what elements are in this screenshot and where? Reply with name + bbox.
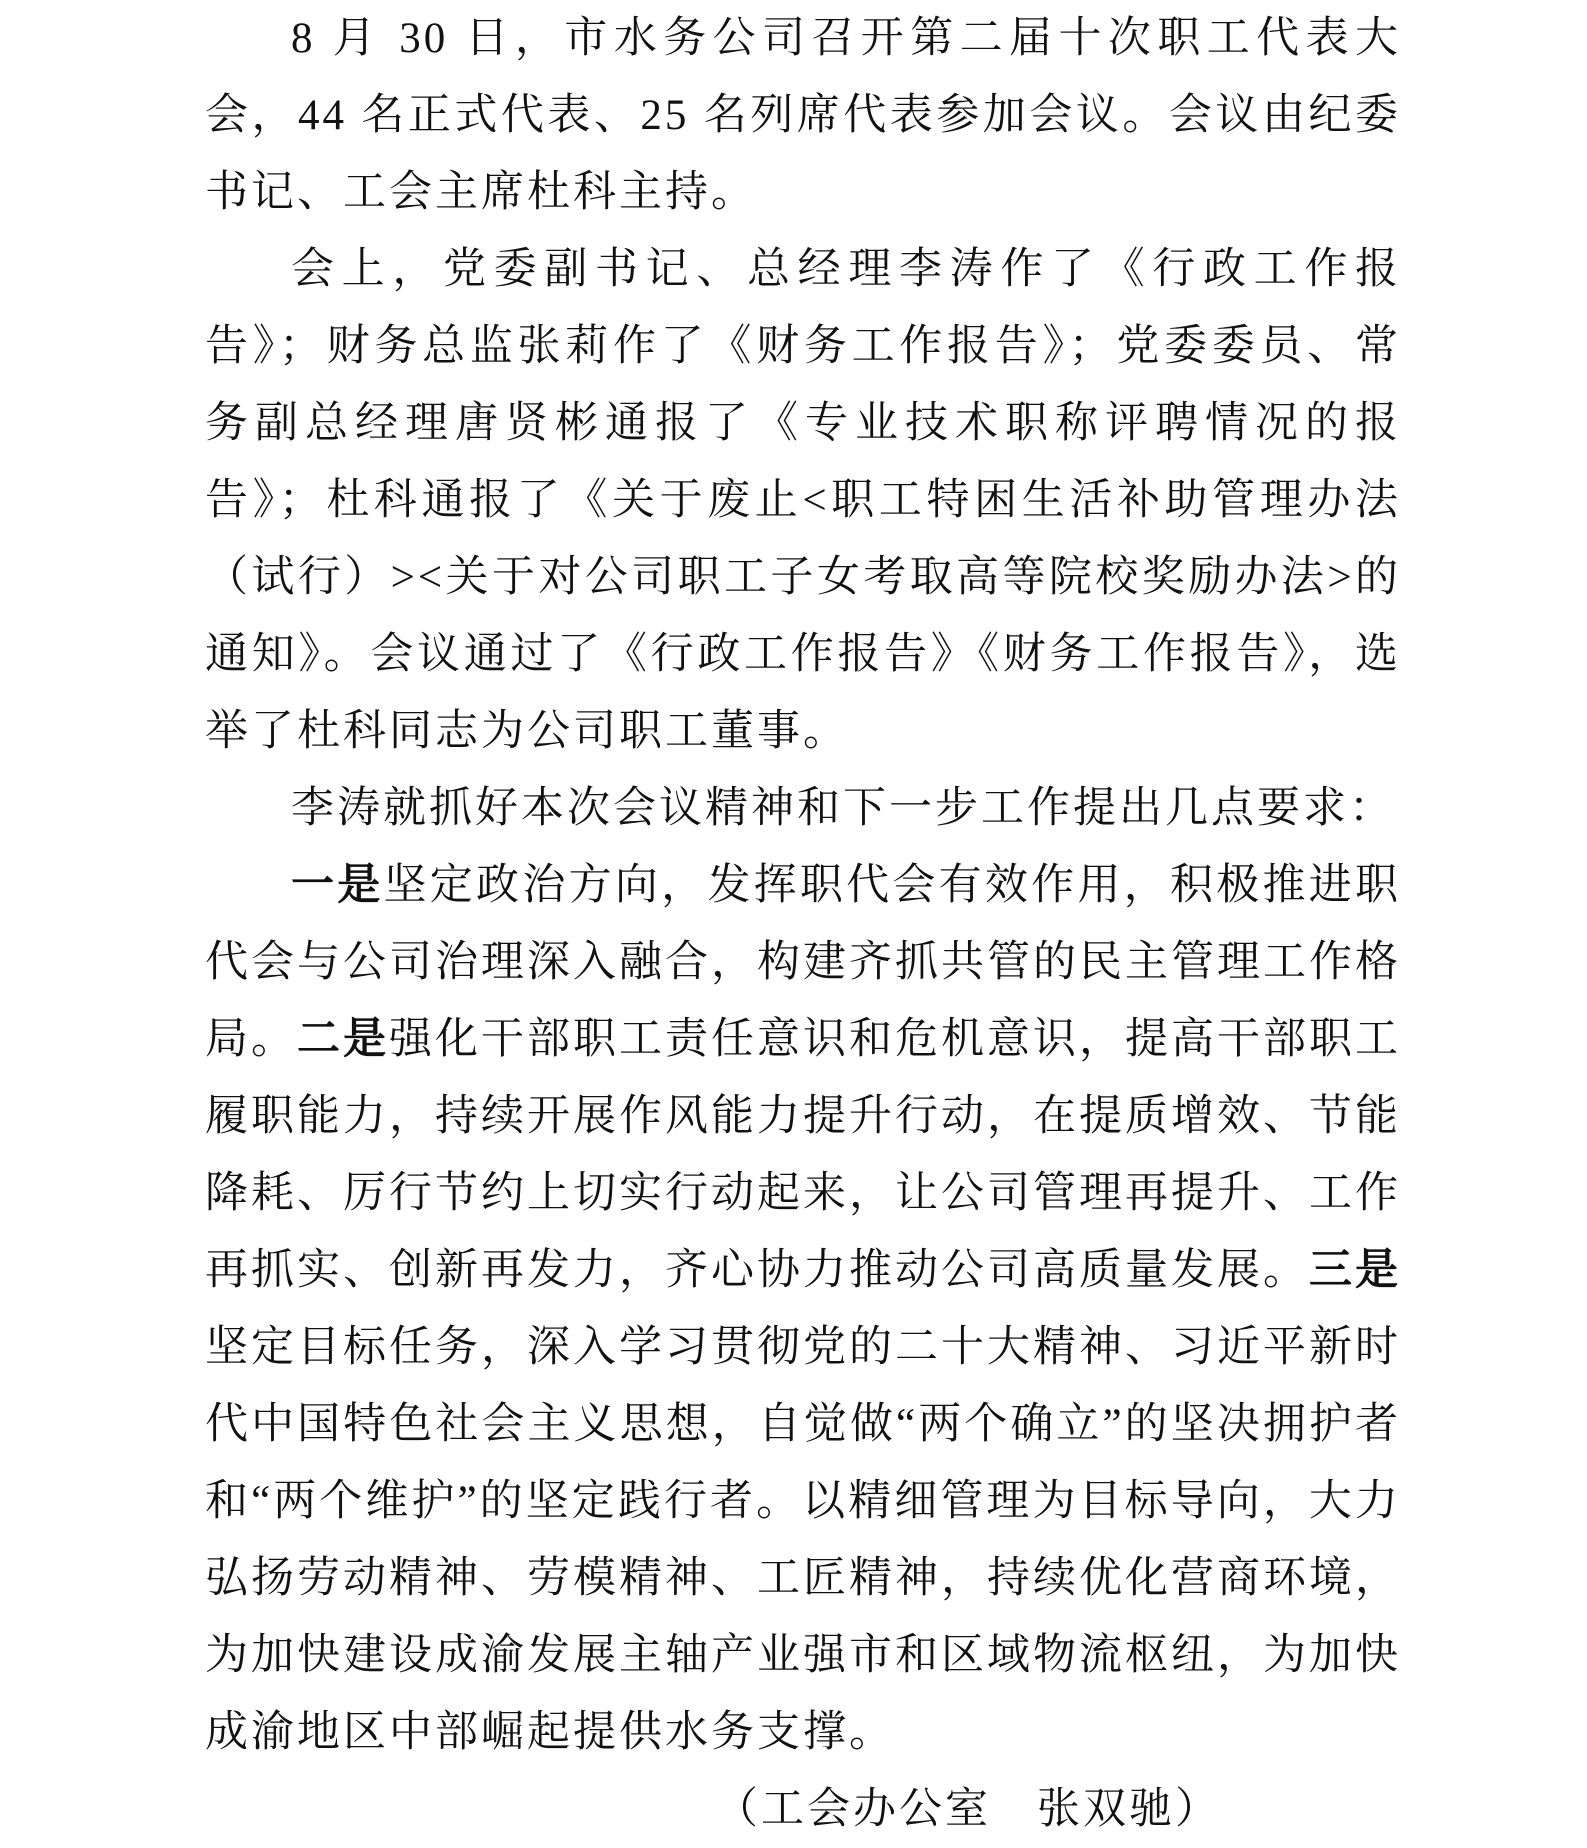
text-run: 李涛就抓好本次会议精神和下一步工作提出几点要求：	[291, 785, 1395, 832]
bold-text-run: 一是	[291, 862, 384, 909]
text-run: 会上，党委副书记、总经理李涛作了《行政工作报告》；财务总监张莉作了《财务工作报告》；党委委员、常务副总经理唐贤彬通报了《专业技术职称评聘情况的报告》；杜科通报了《关于废止<职工特困生活补助管理办法（试行）><关于对公司职工子女考取高等院校奖励办法>的通知》。会议通过了《行政工作报告》《财务工作报告》，选举了杜科同志为公司职工董事。	[205, 246, 1401, 755]
paragraph-reports	[205, 231, 1401, 770]
signature-line	[205, 1771, 1401, 1848]
paragraph-meeting-intro	[205, 0, 1401, 231]
text-run: 8 月 30 日，市水务公司召开第二届十次职工代表大会，44 名正式代表、25 名列席代表参加会议。会议由纪委书记、工会主席杜科主持。	[205, 15, 1401, 216]
bold-text-run: 二是	[297, 1016, 389, 1063]
document-content	[205, 0, 1401, 1848]
paragraph-three-points	[205, 847, 1401, 1771]
text-run: 坚定政治方向，发挥职代会有效作用，积极推进职代会与公司治理深入融合，构建齐抓共管的民主管理工作格局。	[205, 862, 1402, 1063]
bold-text-run: 三是	[1309, 1247, 1401, 1294]
text-run: 坚定目标任务，深入学习贯彻党的二十大精神、习近平新时代中国特色社会主义思想，自觉做“两个确立”的坚决拥护者和“两个维护”的坚定践行者。以精细管理为目标导向，大力弘扬劳动精神、劳模精神、工匠精神，持续优化营商环境，为加快建设成渝发展主轴产业强市和区域物流枢纽，为加快成渝地区中部崛起提供水务支撑。	[205, 1324, 1401, 1756]
signature-text: （工会办公室 张双驰）	[715, 1786, 1221, 1833]
text-run: 强化干部职工责任意识和危机意识，提高干部职工履职能力，持续开展作风能力提升行动，在提质增效、节能降耗、厉行节约上切实行动起来，让公司管理再提升、工作再抓实、创新再发力，齐心协力推动公司高质量发展。	[205, 1016, 1401, 1294]
paragraph-requirements-lead	[205, 770, 1401, 847]
